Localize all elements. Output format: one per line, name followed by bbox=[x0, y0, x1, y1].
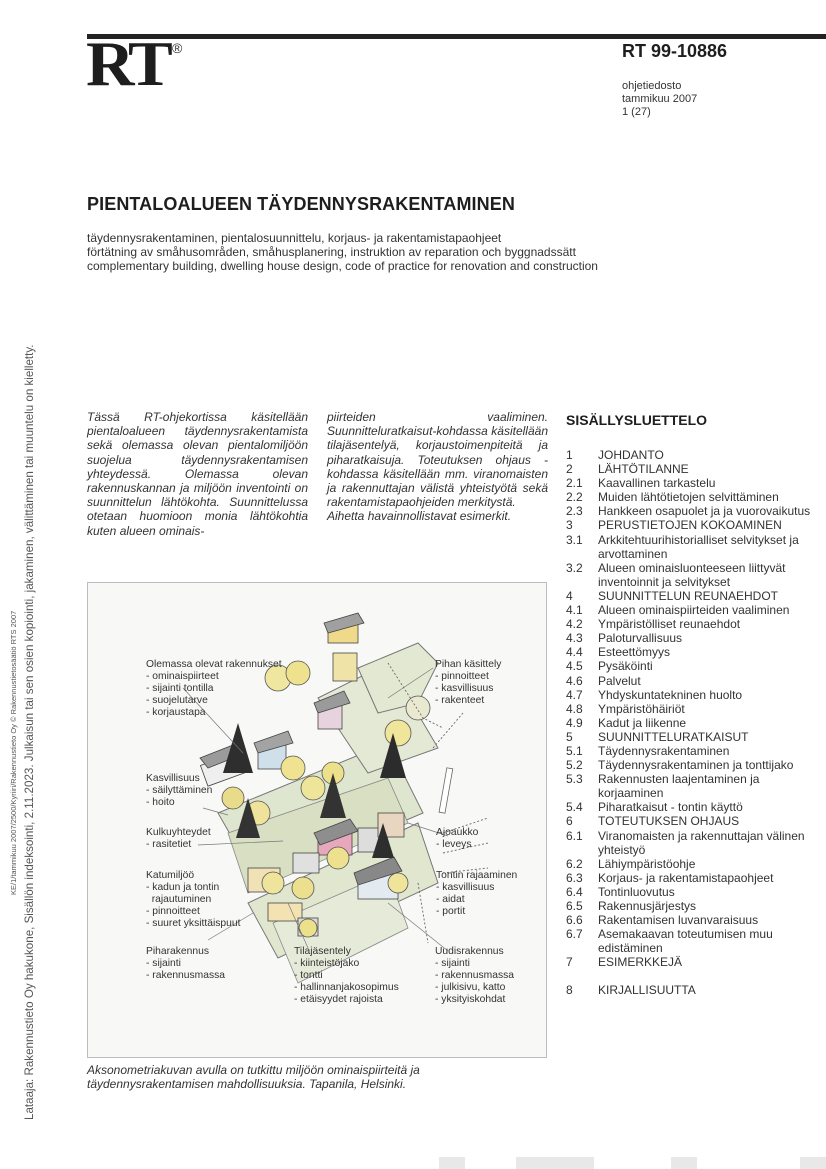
document-title: PIENTALOALUEEN TÄYDENNYSRAKENTAMINEN bbox=[87, 194, 515, 214]
annotation-line: - ominaispiirteet bbox=[146, 670, 219, 682]
toc-item-number: 4.9 bbox=[566, 715, 583, 730]
toc-item bbox=[566, 983, 826, 997]
toc-item bbox=[566, 659, 826, 673]
annotation-line: - kadun ja tontin bbox=[146, 881, 220, 893]
toc-item-number: 8 bbox=[566, 983, 573, 998]
toc-item-label: Lähiympäristöohje bbox=[598, 856, 696, 871]
annotation-heading: Katumiljöö bbox=[146, 870, 195, 881]
toc-item-label: Täydennysrakentaminen bbox=[598, 743, 730, 758]
toc-item-label: PERUSTIETOJEN KOKOAMINEN bbox=[598, 518, 782, 533]
toc-item-label: Muiden lähtötietojen selvittäminen bbox=[598, 490, 779, 505]
toc-item bbox=[566, 744, 826, 758]
annotation-heading: Pihan käsittely bbox=[435, 659, 502, 670]
toc-item-number: 5.4 bbox=[566, 800, 583, 815]
print-info: KE/1/tammikuu 2007/2500/Kyriiri/Rakennustieto Oy © Rakennustietosäätiö RTS 2007 bbox=[9, 610, 18, 895]
figure-caption: Aksonometriakuvan avulla on tutkittu miljöön ominaispiirteitä ja täydennysrakentamisen mahdollisuuksia. Tapanila, Helsinki. bbox=[87, 1063, 420, 1092]
toc-item bbox=[566, 772, 826, 800]
toc-item bbox=[566, 631, 826, 645]
annotation-line: - yksityiskohdat bbox=[435, 993, 506, 1005]
keywords bbox=[87, 231, 598, 273]
toc-item bbox=[566, 533, 826, 561]
toc-list bbox=[566, 448, 826, 998]
toc-item-number: 5.3 bbox=[566, 772, 583, 787]
annotation-heading: Kulkuyhteydet bbox=[146, 827, 211, 838]
toc-item-label: LÄHTÖTILANNE bbox=[598, 462, 689, 477]
toc-item-label: Esteettömyys bbox=[598, 645, 671, 660]
toc-item-number: 1 bbox=[566, 448, 573, 462]
toc-item-label: Yhdyskuntatekninen huolto bbox=[598, 687, 743, 702]
toc-item-number: 4.1 bbox=[566, 603, 583, 618]
rt-logo: RT bbox=[86, 28, 169, 99]
toc-item bbox=[566, 899, 826, 913]
toc-item-number: 4 bbox=[566, 588, 573, 603]
toc-item-number: 6.1 bbox=[566, 828, 583, 843]
toc-item-label: Ympäristölliset reunaehdot bbox=[598, 617, 741, 632]
toc-item bbox=[566, 857, 826, 871]
keywords-swedish: förtätning av småhusområden, småhusplanering, instruktion av reparation och byggnadssätt bbox=[87, 245, 576, 259]
toc-title: SISÄLLYSLUETTELO bbox=[566, 412, 708, 428]
table-of-contents bbox=[566, 412, 826, 998]
annotation-access bbox=[146, 827, 211, 851]
annotation-line: - rakennusmassa bbox=[435, 969, 514, 981]
toc-item-number: 7 bbox=[566, 955, 573, 970]
toc-item bbox=[566, 885, 826, 899]
toc-item-number: 4.8 bbox=[566, 701, 583, 716]
toc-item bbox=[566, 490, 826, 504]
toc-item-number: 2.2 bbox=[566, 490, 583, 505]
annotation-heading: Ajoaukko bbox=[436, 827, 479, 838]
toc-item bbox=[566, 871, 826, 885]
toc-item-label: Hankkeen osapuolet ja ja vuorovaikutus bbox=[598, 504, 811, 519]
annotation-line: - sijainti bbox=[146, 957, 181, 969]
annotation-heading: Piharakennus bbox=[146, 946, 209, 957]
annotation-line: - korjaustapa bbox=[146, 706, 206, 718]
toc-item-number: 5.2 bbox=[566, 758, 583, 773]
toc-item-label: Ympäristöhäiriöt bbox=[598, 701, 685, 716]
annotation-line: - tontti bbox=[294, 969, 323, 981]
toc-item bbox=[566, 561, 826, 589]
annotation-plot-boundary bbox=[436, 870, 517, 918]
toc-item bbox=[566, 617, 826, 631]
annotation-heading: Tontin rajaaminen bbox=[436, 870, 518, 881]
toc-item bbox=[566, 645, 826, 659]
annotation-line: - rakennusmassa bbox=[146, 969, 225, 981]
toc-item-label: Viranomaisten ja rakennuttajan välinen yhteistyö bbox=[598, 828, 805, 857]
toc-item bbox=[566, 702, 826, 716]
footer-block bbox=[439, 1157, 465, 1169]
toc-item-label: JOHDANTO bbox=[598, 448, 664, 462]
toc-item bbox=[566, 504, 826, 518]
toc-item bbox=[566, 730, 826, 744]
toc-item-label: Arkkitehtuurihistorialliset selvitykset ja arvottaminen bbox=[598, 532, 799, 561]
annotation-driveway bbox=[436, 827, 478, 851]
toc-item-number: 3.1 bbox=[566, 532, 583, 547]
intro-column-2-last: Aihetta havainnollistavat esimerkit. bbox=[327, 509, 512, 524]
toc-spacer bbox=[566, 969, 826, 983]
document-date: tammikuu 2007 bbox=[622, 93, 698, 105]
toc-item-label: Rakennusjärjestys bbox=[598, 899, 697, 913]
annotation-heading: Tilajäsentely bbox=[294, 946, 351, 957]
toc-item-number: 4.6 bbox=[566, 673, 583, 688]
toc-item-number: 3.2 bbox=[566, 560, 583, 575]
toc-item-label: ESIMERKKEJÄ bbox=[598, 955, 683, 970]
gate-post bbox=[439, 768, 453, 813]
toc-item bbox=[566, 589, 826, 603]
annotation-line: - säilyttäminen bbox=[146, 784, 213, 796]
document-type: ohjetiedosto bbox=[622, 80, 682, 92]
toc-item bbox=[566, 448, 826, 462]
toc-item bbox=[566, 927, 826, 955]
annotation-heading: Uudisrakennus bbox=[435, 946, 504, 957]
toc-item-label: Kaavallinen tarkastelu bbox=[598, 476, 716, 491]
toc-item-number: 6.7 bbox=[566, 927, 583, 942]
annotation-line: - sijainti bbox=[435, 957, 470, 969]
toc-item-number: 4.5 bbox=[566, 659, 583, 674]
annotation-outbuilding bbox=[146, 946, 225, 982]
header-rule bbox=[87, 34, 826, 39]
toc-item-label: Kadut ja liikenne bbox=[598, 715, 687, 730]
toc-item bbox=[566, 476, 826, 490]
toc-item bbox=[566, 603, 826, 617]
axonometric-figure bbox=[87, 582, 547, 1058]
toc-item bbox=[566, 800, 826, 814]
toc-item-label: Alueen ominaispiirteiden vaaliminen bbox=[598, 603, 790, 618]
annotation-line: - rasitetiet bbox=[146, 838, 192, 850]
toc-item bbox=[566, 518, 826, 532]
registered-mark: ® bbox=[172, 40, 183, 56]
toc-item-number: 4.7 bbox=[566, 687, 583, 702]
footer-block bbox=[516, 1157, 594, 1169]
toc-item-number: 2.1 bbox=[566, 476, 583, 491]
annotation-heading: Kasvillisuus bbox=[146, 773, 200, 784]
download-notice: Lataaja: Rakennustieto Oy hakukone, Sisällön indeksointi, 2.11.2023. Julkaisun tai sen osien kopiointi, jakaminen, välittäminen tai muuntelu on kielletty. bbox=[23, 344, 36, 1120]
toc-item-label: Täydennysrakentaminen ja tonttijako bbox=[598, 758, 794, 773]
toc-item bbox=[566, 955, 826, 969]
intro-column-1: Tässä RT-ohjekortissa käsitellään pientaloalueen täydennysrakentamista sekä olemassa olevan pientalomiljöön suojelua täydennysrakentamisen yhteydessä. Olemassa olevan rakennuskannan ja miljöön inventointi on suunnittelun lähtökohta. Suunnittelussa otetaan huomioon monia lähtökohtia kuten alueen ominais- bbox=[87, 410, 308, 538]
toc-item-label: Rakennusten laajentaminen ja korjaaminen bbox=[598, 772, 760, 801]
toc-item-label: SUUNNITTELUN REUNAEHDOT bbox=[598, 588, 779, 603]
annotation-new-building bbox=[435, 946, 514, 1006]
intro-column-2 bbox=[327, 410, 548, 524]
toc-item-number: 4.2 bbox=[566, 617, 583, 632]
toc-item-number: 6 bbox=[566, 814, 573, 829]
intro-column-2-text: piirteiden vaaliminen. Suunnitteluratkaisut-kohdassa käsitellään tilajäsentelyä, korjaustoimenpiteitä ja piharatkaisuja. Toteutuksen ohjaus -kohdassa käsitellään mm. viranomaisten ja rakennuttajan välistä yhteistyötä sekä rakentamistapaohjeiden merkitystä. bbox=[327, 410, 548, 510]
annotation-line: - pinnoitteet bbox=[435, 670, 489, 682]
annotation-vegetation bbox=[146, 773, 212, 809]
toc-item-number: 6.4 bbox=[566, 884, 583, 899]
annotation-line: - kasvillisuus bbox=[436, 881, 495, 893]
annotation-line: - portit bbox=[436, 905, 466, 917]
footer-block bbox=[800, 1157, 826, 1169]
document-number: RT 99-10886 bbox=[622, 41, 728, 61]
annotation-line: - kiinteistöjako bbox=[294, 957, 360, 969]
toc-item-number: 5.1 bbox=[566, 743, 583, 758]
annotation-line: - aidat bbox=[436, 893, 465, 905]
toc-item-label: Asemakaavan toteutumisen muu edistäminen bbox=[598, 927, 773, 956]
toc-item-label: SUUNNITTELURATKAISUT bbox=[598, 729, 749, 744]
toc-item-label: Pysäköinti bbox=[598, 659, 653, 674]
toc-item-number: 3 bbox=[566, 518, 573, 533]
annotation-yard bbox=[435, 659, 501, 707]
annotation-line: - hallinnanjakosopimus bbox=[294, 981, 399, 993]
annotation-streetscape bbox=[146, 870, 240, 930]
keywords-finnish: täydennysrakentaminen, pientalosuunnittelu, korjaus- ja rakentamistapaohjeet bbox=[87, 231, 502, 245]
annotation-existing-buildings bbox=[146, 659, 282, 719]
toc-item bbox=[566, 814, 826, 828]
annotation-line: rajautuminen bbox=[146, 893, 212, 905]
toc-item-number: 6.5 bbox=[566, 899, 583, 913]
toc-item-number: 2 bbox=[566, 462, 573, 477]
toc-item-label: Korjaus- ja rakentamistapaohjeet bbox=[598, 870, 774, 885]
toc-item bbox=[566, 829, 826, 857]
toc-item-number: 6.6 bbox=[566, 913, 583, 928]
annotation-line: - julkisivu, katto bbox=[435, 981, 506, 993]
toc-item-number: 6.2 bbox=[566, 856, 583, 871]
footer-block bbox=[671, 1157, 697, 1169]
annotation-line: - sijainti tontilla bbox=[146, 682, 214, 694]
annotation-line: - leveys bbox=[436, 838, 472, 850]
annotation-line: - etäisyydet rajoista bbox=[294, 993, 383, 1005]
toc-item bbox=[566, 716, 826, 730]
toc-item bbox=[566, 913, 826, 927]
document-meta bbox=[622, 80, 697, 119]
toc-item-label: KIRJALLISUUTTA bbox=[598, 983, 696, 998]
annotation-line: - suuret yksittäispuut bbox=[146, 917, 241, 929]
annotation-line: - hoito bbox=[146, 796, 175, 808]
annotation-line: - pinnoitteet bbox=[146, 905, 200, 917]
toc-item-label: TOTEUTUKSEN OHJAUS bbox=[598, 814, 740, 829]
toc-item-label: Paloturvallisuus bbox=[598, 631, 683, 646]
toc-item-label: Tontinluovutus bbox=[598, 884, 675, 899]
keywords-english: complementary building, dwelling house design, code of practice for renovation and construction bbox=[87, 259, 598, 273]
toc-item-label: Alueen ominaisluonteeseen liittyvät inventoinnit ja selvitykset bbox=[598, 560, 786, 589]
annotation-line: - suojelutarve bbox=[146, 694, 208, 706]
annotation-heading: Olemassa olevat rakennukset bbox=[146, 659, 282, 670]
toc-item-number: 2.3 bbox=[566, 504, 583, 519]
toc-item-number: 4.4 bbox=[566, 645, 583, 660]
annotation-line: - rakenteet bbox=[435, 694, 485, 706]
toc-item-number: 4.3 bbox=[566, 631, 583, 646]
toc-item-number: 5 bbox=[566, 729, 573, 744]
toc-item-label: Palvelut bbox=[598, 673, 641, 688]
toc-item-label: Piharatkaisut - tontin käyttö bbox=[598, 800, 743, 815]
toc-item bbox=[566, 758, 826, 772]
toc-item-number: 6.3 bbox=[566, 870, 583, 885]
toc-item-label: Rakentamisen luvanvaraisuus bbox=[598, 913, 759, 928]
toc-item bbox=[566, 462, 826, 476]
toc-item bbox=[566, 688, 826, 702]
annotation-line: - kasvillisuus bbox=[435, 682, 494, 694]
toc-item bbox=[566, 674, 826, 688]
annotation-spatial-division bbox=[294, 946, 399, 1006]
page-number: 1 (27) bbox=[622, 106, 651, 118]
